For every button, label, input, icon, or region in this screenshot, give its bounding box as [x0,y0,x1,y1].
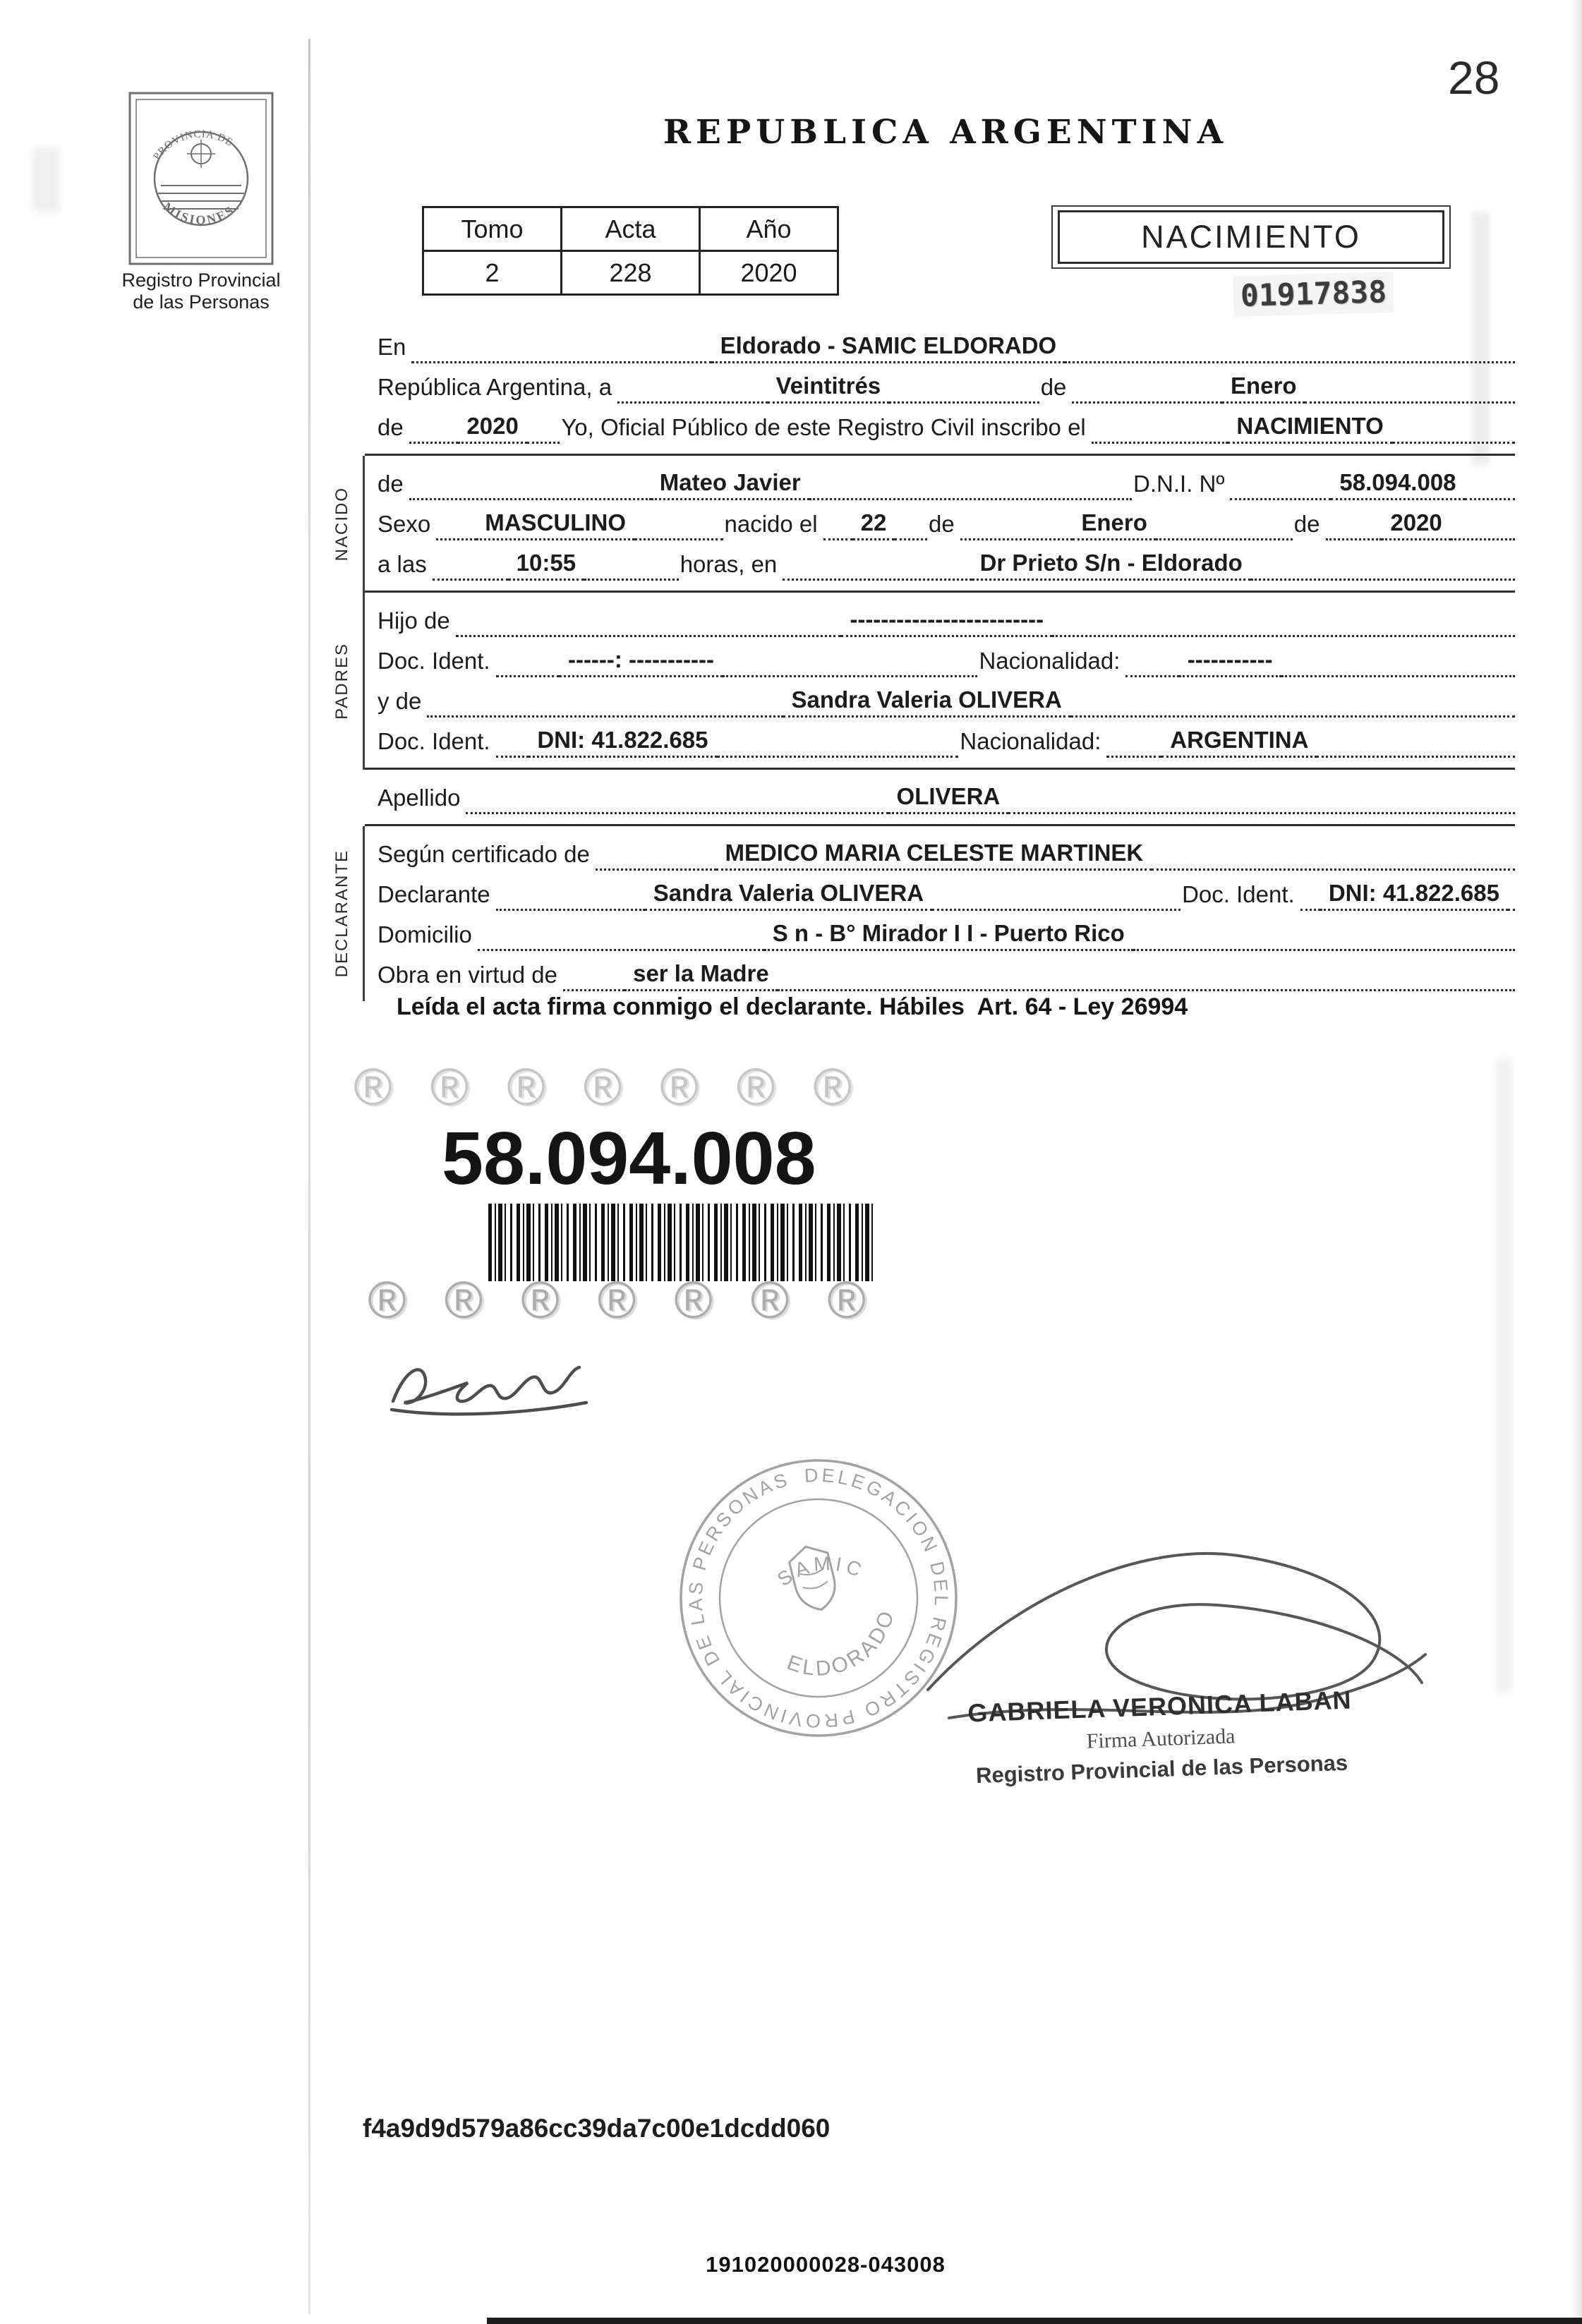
form-section [321,826,1515,1001]
field-label: Domicilio [378,921,472,948]
dotted-leader [1300,905,1320,911]
dotted-leader [1133,945,1515,951]
field-label: Nacionalidad: [960,728,1101,754]
dotted-leader [563,986,624,991]
section-rows [365,319,1515,456]
form-row [376,500,1515,540]
field-label: Doc. Ident. [378,728,490,754]
table-value-ano: 2020 [700,251,838,295]
form-row [376,677,1515,718]
scan-smudge [32,148,60,212]
document-number: 58.094.008 [442,1117,816,1200]
dotted-leader [1317,752,1515,758]
form-row [376,871,1515,911]
table-value-tomo: 2 [423,251,562,295]
registered-watermark-icon: ® [735,1058,775,1116]
field-value: 22 [852,509,895,540]
field-label: de [929,511,955,537]
field-value: S n - B° Mirador I I - Puerto Rico [764,920,1133,951]
dotted-leader [411,358,711,363]
field-value: ------------------------- [841,606,1052,637]
table-header-ano: Año [700,207,838,251]
stamp-center-line1: SAMIC [773,1552,869,1591]
registered-watermark-icon: ® [812,1058,851,1116]
bottom-code: 191020000028-043008 [706,2252,946,2277]
table-value-acta: 228 [562,251,700,295]
registered-watermark-icon: ® [673,1271,712,1329]
record-table-value-row [423,251,838,295]
dotted-leader [1305,398,1515,404]
field-label: República Argentina, a [378,374,612,400]
dotted-leader [1072,398,1222,404]
dotted-leader [617,398,768,404]
form-sections [321,319,1515,1001]
dotted-leader [889,398,1039,404]
form-section [321,456,1515,593]
field-value: 10:55 [508,550,584,581]
dotted-leader [527,438,560,444]
registered-watermark-icon: ® [443,1271,483,1329]
dotted-leader [433,575,508,581]
signer-role: Firma Autorizada [1086,1724,1236,1753]
verification-hash: f4a9d9d579a86cc39da7c00e1dcdd060 [363,2114,831,2143]
dotted-leader [1326,535,1382,540]
form-row [376,363,1515,404]
scan-bottom-edge [487,2318,1582,2324]
field-label: de [378,471,404,497]
dotted-leader [778,986,1515,991]
nacimiento-label: NACIMIENTO [1058,210,1444,264]
dotted-leader [496,672,560,677]
form-row [376,540,1515,581]
field-label: de [1040,374,1067,400]
dotted-leader [723,672,978,677]
dotted-leader [1125,672,1178,677]
svg-text:ELDORADO [774,1602,912,1691]
watermark-row-top [353,1057,851,1117]
field-value: Mateo Javier [651,469,809,500]
dotted-leader [409,438,459,444]
dotted-leader [1156,535,1293,540]
dotted-leader [932,905,1181,911]
registro-seal-logo [120,90,282,313]
field-label: Según certificado de [378,841,590,867]
dotted-leader [717,752,959,758]
dotted-leader [1008,809,1515,814]
registered-watermark-icon: ® [749,1271,789,1329]
signer-organization: Registro Provincial de las Personas [975,1750,1348,1789]
declarant-signature [385,1346,589,1424]
provincial-seal-icon [127,90,275,267]
form-row [376,911,1515,951]
dotted-leader [809,495,1132,500]
stamp-center-line2: ELDORADO [784,1606,900,1681]
form-row [376,460,1515,500]
section-label-declarante: DECLARANTE [332,849,351,978]
stamp-ring-text: DELEGACION DEL REGISTRO PROVINCIAL DE LAS PERSONAS [684,1464,953,1732]
field-value: ser la Madre [624,960,778,991]
form-section [321,770,1515,826]
field-value: 2020 [1382,509,1450,540]
registered-watermark-icon: ® [520,1271,559,1329]
dotted-leader [1451,535,1515,540]
dotted-leader [634,535,723,540]
logo-caption-line2: de las Personas [133,291,270,313]
form-row [376,637,1515,677]
dotted-leader [1052,631,1515,637]
registered-watermark-icon: ® [429,1058,469,1116]
form-row [376,597,1515,637]
dotted-leader [478,945,764,951]
field-label: y de [378,688,422,714]
field-label: Declarante [378,881,490,907]
field-label: nacido el [724,511,818,537]
dotted-leader [1392,438,1515,444]
dotted-leader [1070,712,1515,718]
signer-name: GABRIELA VERONICA LABAN [967,1685,1353,1728]
section-label-column [321,319,365,456]
form-section [321,319,1515,456]
dotted-leader [960,535,1073,540]
field-value: Dr Prieto S/n - Eldorado [972,550,1251,581]
page-number: 28 [1448,52,1500,104]
form-row [376,951,1515,991]
field-value: ARGENTINA [1161,727,1317,758]
field-label: D.N.I. Nº [1133,471,1225,497]
section-rows [365,826,1515,1001]
form-row [376,323,1515,363]
registered-watermark-icon: ® [367,1271,406,1329]
field-value: Eldorado - SAMIC ELDORADO [712,332,1065,363]
dotted-leader [1281,672,1515,677]
dotted-leader [496,905,645,911]
section-rows [365,593,1515,770]
field-label: horas, en [680,551,778,577]
field-value: OLIVERA [888,783,1009,814]
form-section [321,593,1515,770]
field-label: En [378,334,406,360]
dotted-leader [1065,358,1515,363]
dotted-leader [1508,905,1515,911]
closing-line: Leída el acta firma conmigo el declarante. Hábiles Art. 64 - Ley 26994 [397,993,1188,1020]
dotted-leader [783,575,971,581]
field-value: Sandra Valeria OLIVERA [645,880,932,911]
section-rows [365,456,1515,593]
dotted-leader [436,535,476,540]
field-value: ----------- [1179,646,1281,677]
scan-fold-line [308,39,310,2314]
dotted-leader [1106,752,1161,758]
record-table-header-row [423,207,838,251]
dotted-leader [1465,495,1515,500]
registered-watermark-icon: ® [506,1058,545,1116]
field-value: MASCULINO [476,509,634,540]
field-value: Enero [1222,373,1305,404]
logo-caption [106,270,296,313]
field-label: de [378,414,404,440]
field-value: DNI: 41.822.685 [1320,880,1508,911]
nacimiento-box [1051,205,1451,269]
field-value: ------: ----------- [560,646,723,677]
dotted-leader [584,575,679,581]
section-label-column [321,826,365,1001]
field-value: MEDICO MARIA CELESTE MARTINEK [716,840,1152,871]
svg-text:MISIONES [161,200,238,227]
dotted-leader [456,631,842,637]
dotted-leader [1251,575,1515,581]
registered-watermark-icon: ® [353,1058,392,1116]
form-row [376,718,1515,758]
field-value: 2020 [458,413,526,444]
stamp-number: 01917838 [1233,272,1394,317]
signature-stamp-block [958,1685,1363,1789]
field-label: Doc. Ident. [1182,881,1295,907]
section-label-column [321,593,365,770]
table-header-tomo: Tomo [423,207,562,251]
dotted-leader [596,865,717,871]
dotted-leader [496,752,529,758]
section-label-column [321,770,365,826]
dotted-leader [1230,495,1331,500]
record-table [422,206,839,296]
registered-watermark-icon: ® [826,1271,865,1329]
scan-edge-shading [1571,0,1582,2324]
field-label: Sexo [378,511,431,537]
field-value: Sandra Valeria OLIVERA [783,686,1070,718]
dotted-leader [823,535,852,540]
dotted-leader [466,809,888,814]
svg-text:PROVINCIA DE [151,128,235,162]
field-value: Veintitrés [768,373,890,404]
section-rows [365,770,1515,826]
field-label: Apellido [378,785,461,811]
registered-watermark-icon: ® [596,1271,636,1329]
field-value: NACIMIENTO [1228,413,1391,444]
section-label-nacido: NACIDO [332,487,351,562]
dotted-leader [1152,865,1515,871]
section-label-padres: PADRES [332,643,351,720]
registered-watermark-icon: ® [582,1058,622,1116]
form-row [376,404,1515,444]
field-label: Yo, Oficial Público de este Registro Civil inscribo el [561,414,1086,440]
field-value: 58.094.008 [1331,469,1464,500]
field-label: Doc. Ident. [378,648,490,674]
dotted-leader [895,535,927,540]
field-label: Obra en virtud de [378,962,557,988]
field-value: Enero [1073,509,1156,540]
seal-top-text: PROVINCIA DE [151,128,236,163]
field-value: DNI: 41.822.685 [529,727,716,758]
seal-bottom-text: MISIONES [160,199,238,227]
scan-smudge [1496,1058,1511,1693]
form-row [376,774,1515,814]
field-label: Hijo de [378,607,450,634]
field-label: de [1293,511,1320,537]
field-label: Nacionalidad: [979,648,1121,674]
form-row [376,830,1515,871]
watermark-row-bottom [367,1270,865,1330]
dotted-leader [427,712,783,718]
logo-caption-line1: Registro Provincial [121,270,281,291]
registered-watermark-icon: ® [659,1058,698,1116]
dotted-leader [1092,438,1228,444]
document-title: REPUBLICA ARGENTINA [663,113,1228,152]
section-label-column [321,456,365,593]
dotted-leader [409,495,651,500]
table-header-acta: Acta [562,207,700,251]
field-label: a las [378,551,427,577]
